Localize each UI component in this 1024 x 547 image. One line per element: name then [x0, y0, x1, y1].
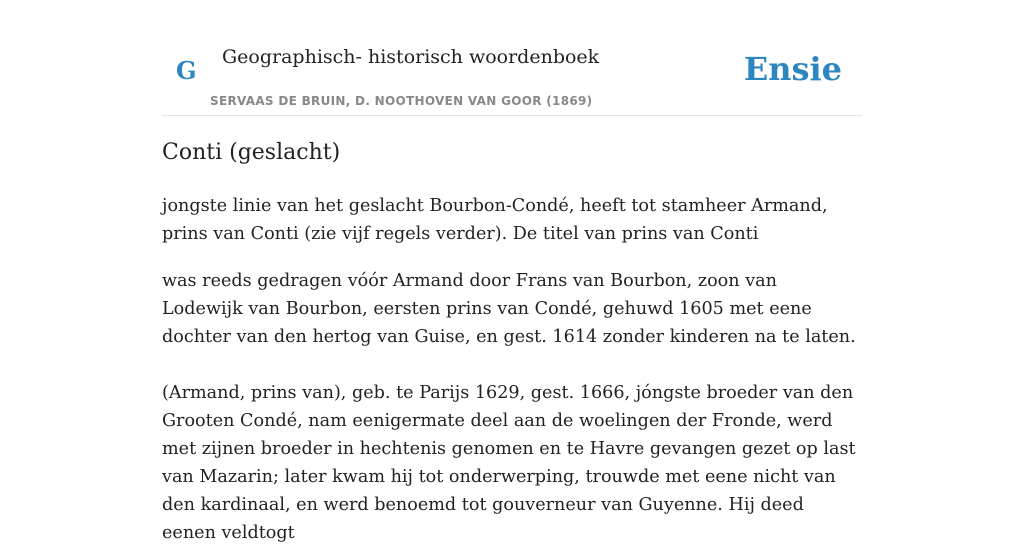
book-header: [162, 40, 862, 116]
entry-title: Conti (geslacht): [162, 140, 341, 165]
entry-paragraph: (Armand, prins van), geb. te Parijs 1629, gest. 1666, jóngste broeder van den Grooten Condé, nam eenigermate deel aan de woelingen der Fronde, werd met zijnen broeder in hechtenis genomen en te Havre gevangen gezet op last van Mazarin; later kwam hij tot onderwerping, trouwde met eene nicht van den kardinaal, en werd benoemd tot gouverneur van Guyenne. Hij deed eenen veldtogt: [162, 383, 856, 543]
entry-paragraph: was reeds gedragen vóór Armand door Frans van Bourbon, zoon van Lodewijk van Bourbon, eersten prins van Condé, gehuwd 1605 met eene dochter van den hertog van Guise, en gest. 1614 zonder kinderen na te laten.: [162, 271, 856, 347]
book-author: SERVAAS DE BRUIN, D. NOOTHOVEN VAN GOOR (1869): [210, 94, 593, 108]
ensie-logo-link[interactable]: Ensie: [743, 50, 842, 88]
entry-paragraph: jongste linie van het geslacht Bourbon-Condé, heeft tot stamheer Armand, prins van Conti (zie vijf regels verder). De titel van prins van Conti: [162, 196, 828, 244]
entry-body: [162, 192, 862, 547]
book-letter-icon[interactable]: G: [176, 56, 197, 85]
book-title[interactable]: Geographisch- historisch woordenboek: [222, 46, 600, 68]
